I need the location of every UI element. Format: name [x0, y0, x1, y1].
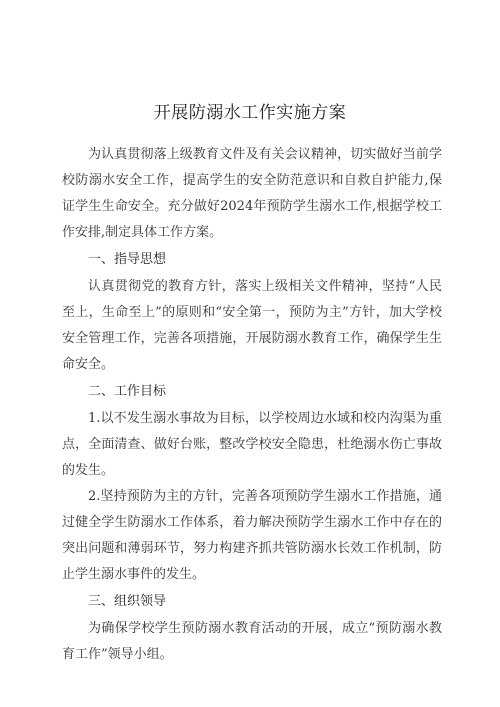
document-title: 开展防溺水工作实施方案 [153, 103, 347, 123]
section-paragraph: 2.坚持预防为主的方针，完善各项预防学生溺水工作措施，通过健全学生防溺水工作体系，着力解决预防学生溺水工作中存在的突出问题和薄弱环节，努力构建齐抓共管防溺水长效工作机制，防止学生溺水事件的发生。 [62, 489, 442, 582]
section-heading: 一、指导思想 [88, 252, 167, 267]
document-body [62, 142, 442, 668]
section-work-goals [62, 380, 442, 588]
intro-paragraph: 为认真贯彻落上级教育文件及有关会议精神，切实做好当前学校防溺水安全工作，提高学生的安全防范意识和自救自护能力,保证学生生命安全。充分做好2024年预防学生溺水工作,根据学校工作安排,制定具体工作方案。 [62, 147, 442, 240]
section-paragraph: 1.以不发生溺水事故为目标，以学校周边水域和校内沟渠为重点，全面清查、做好台账，整改学校安全隐患，杜绝溺水伤亡事故的发生。 [62, 411, 442, 478]
section-heading: 二、工作目标 [88, 384, 167, 399]
section-guiding-thought [62, 248, 442, 378]
section-paragraph: 认真贯彻党的教育方针，落实上级相关文件精神，坚持“人民至上，生命至上”的原则和“安全第一，预防为主”方针，加大学校安全管理工作，完善各项措施，开展防溺水教育工作，确保学生生命安全。 [62, 279, 442, 372]
section-paragraph: 为确保学校学生预防溺水教育活动的开展，成立“预防溺水教育工作”领导小组。 [62, 621, 442, 662]
section-heading: 三、组织领导 [88, 594, 167, 609]
section-organization-leadership [62, 590, 442, 668]
